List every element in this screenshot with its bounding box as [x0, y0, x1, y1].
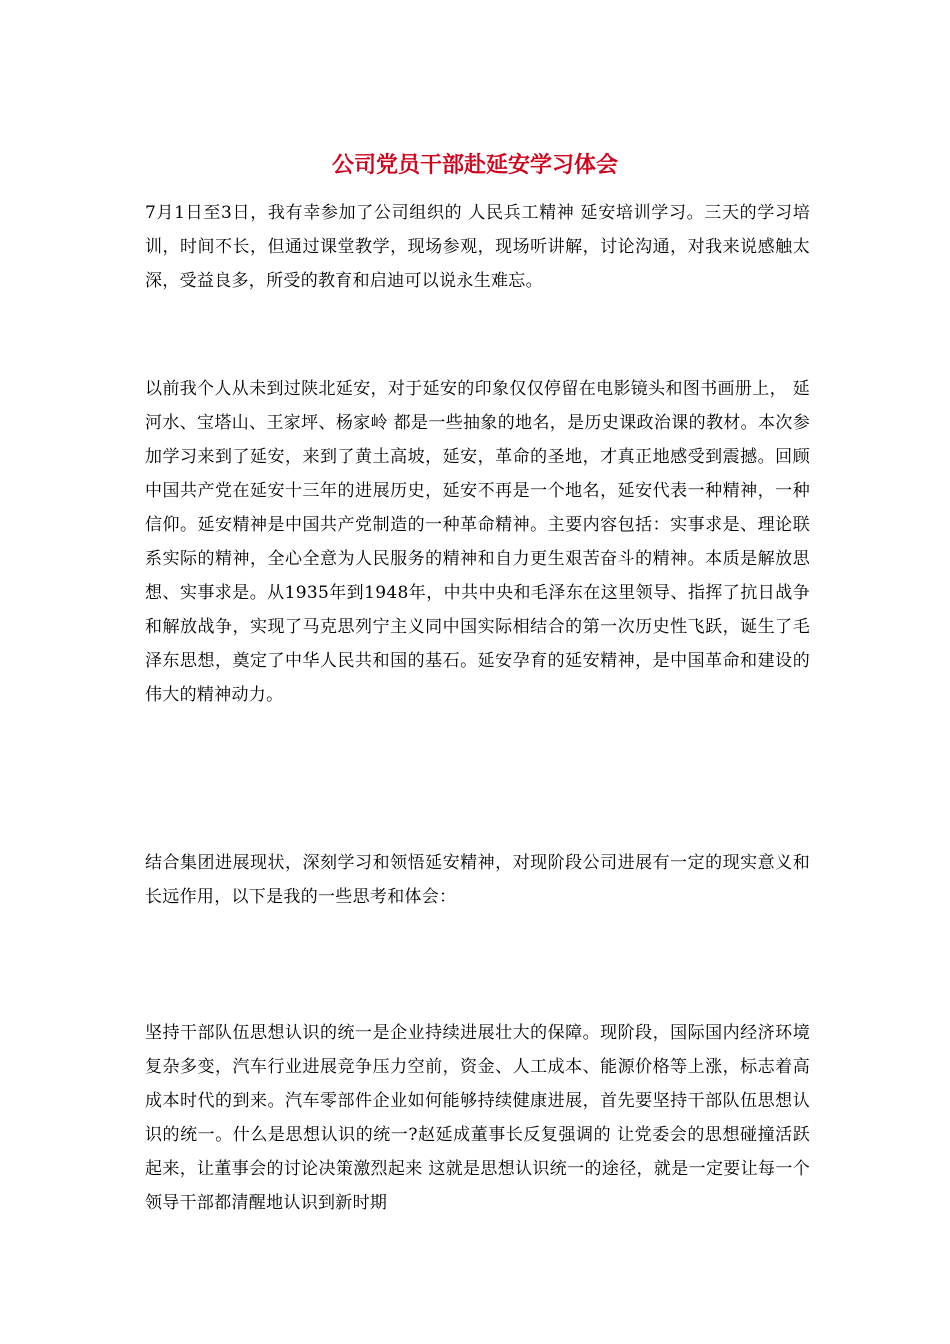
- paragraph-1: 7月1日至3日，我有幸参加了公司组织的 人民兵工精神 延安培训学习。三天的学习培训，时间不长，但通过课堂教学，现场参观，现场听讲解，讨论沟通，对我来说感触太深，受益良多，所受的教育和启迪可以说永生难忘。: [145, 203, 810, 291]
- paragraph-2: 以前我个人从未到过陕北延安，对于延安的印象仅仅停留在电影镜头和图书画册上， 延河水、宝塔山、王家坪、杨家岭 都是一些抽象的地名，是历史课政治课的教材。本次参加学习来到了延安，来到了黄土高坡，延安，革命的圣地，才真正地感受到震撼。回顾中国共产党在延安十三年的进展历史，延安不再是一个地名，延安代表一种精神，一种信仰。延安精神是中国共产党制造的一种革命精神。主要内容包括：实事求是、理论联系实际的精神，全心全意为人民服务的精神和自力更生艰苦奋斗的精神。本质是解放思想、实事求是。从1935年到1948年，中共中央和毛泽东在这里领导、指挥了抗日战争和解放战争，实现了马克思列宁主义同中国实际相结合的第一次历史性飞跃，诞生了毛泽东思想，奠定了中华人民共和国的基石。延安孕育的延安精神，是中国革命和建设的伟大的精神动力。: [145, 379, 810, 705]
- paragraph-3: 结合集团进展现状，深刻学习和领悟延安精神，对现阶段公司进展有一定的现实意义和长远作用，以下是我的一些思考和体会：: [145, 853, 810, 907]
- document-title: 公司党员干部赴延安学习体会: [331, 153, 618, 178]
- paragraph-4: 坚持干部队伍思想认识的统一是企业持续进展壮大的保障。现阶段，国际国内经济环境复杂多变，汽车行业进展竞争压力空前，资金、人工成本、能源价格等上涨，标志着高成本时代的到来。汽车零部件企业如何能够持续健康进展，首先要坚持干部队伍思想认识的统一。什么是思想认识的统一?赵延成董事长反复强调的 让党委会的思想碰撞活跃起来，让董事会的讨论决策激烈起来 这就是思想认识统一的途径，就是一定要让每一个领导干部都清醒地认识到新时期: [145, 1023, 810, 1213]
